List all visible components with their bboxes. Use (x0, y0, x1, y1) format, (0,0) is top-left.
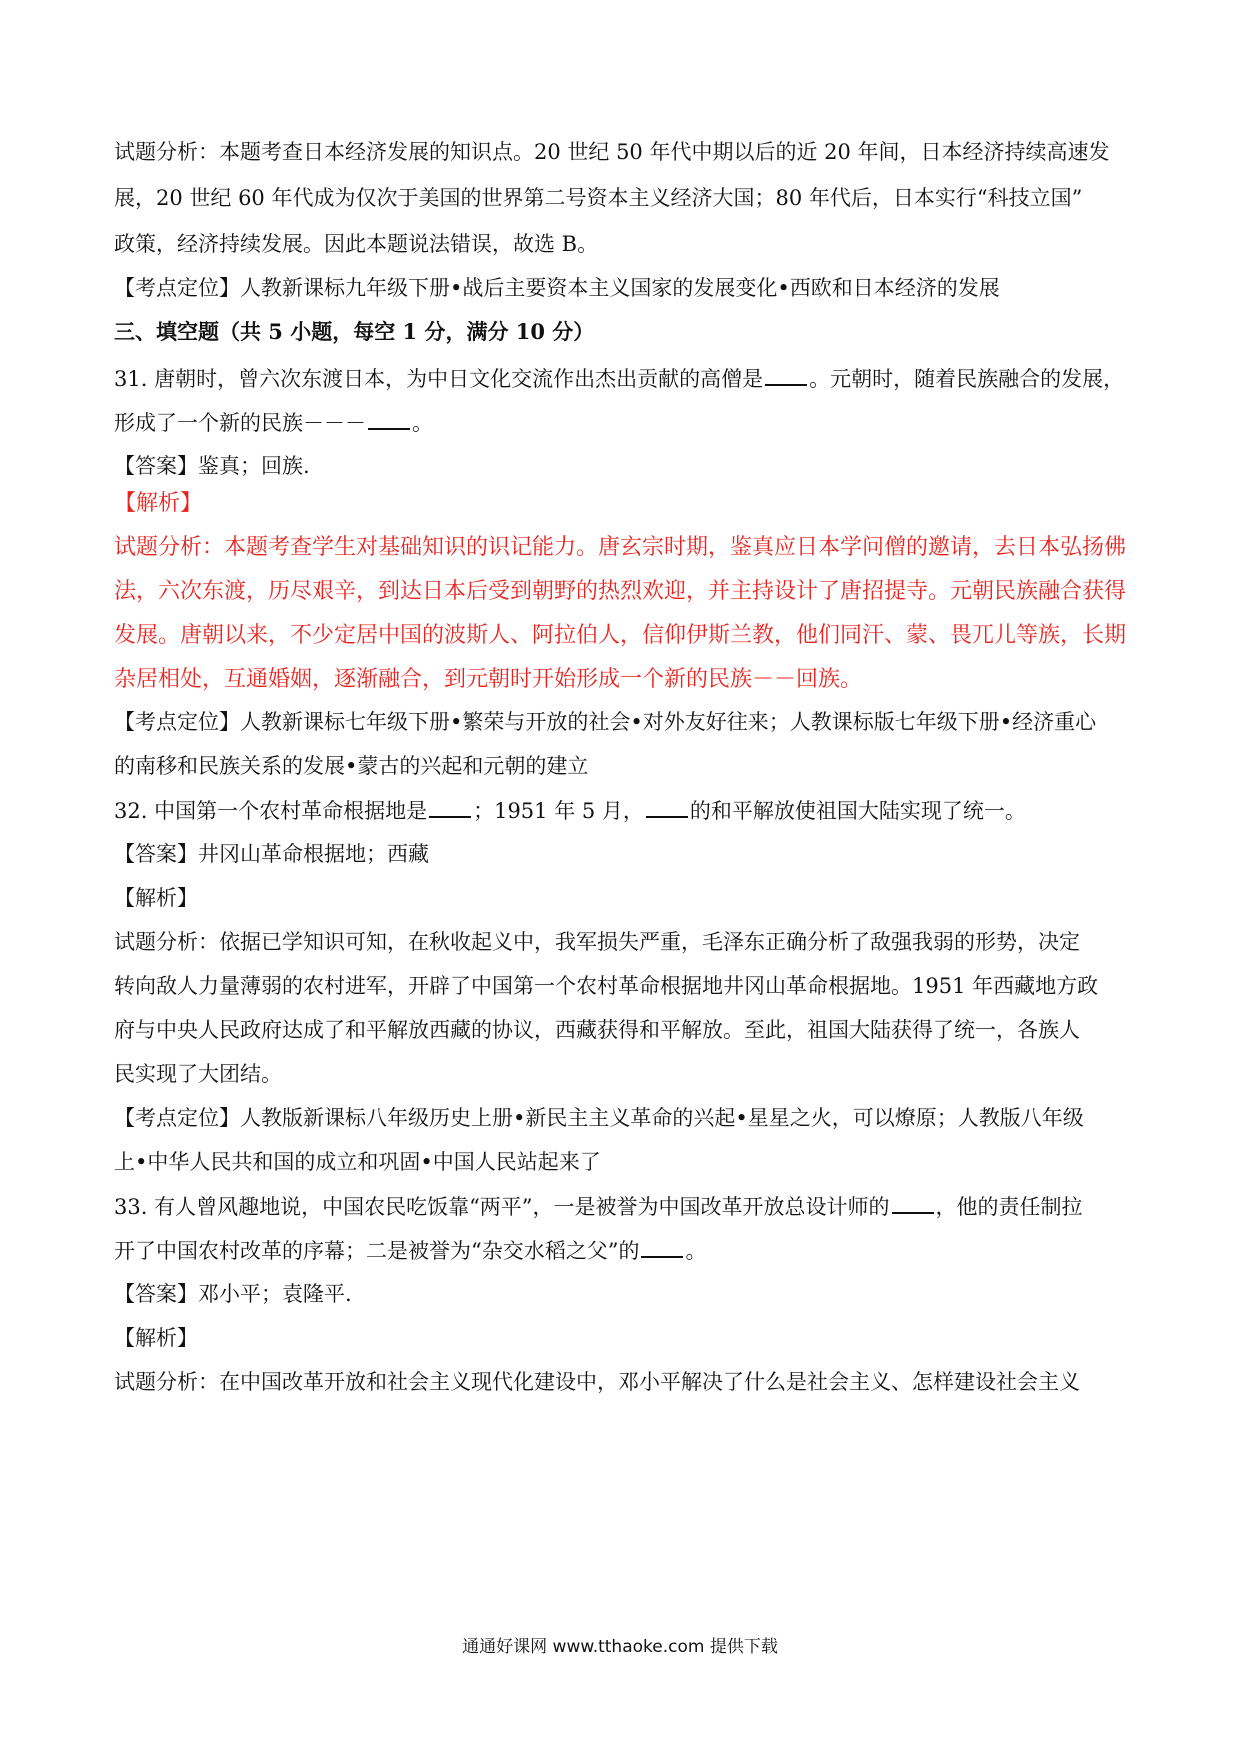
kaodian-line: 【考点定位】人教新课标七年级下册•繁荣与开放的社会•对外友好往来；人教课标版七年级下册•经济重心 (114, 710, 1097, 734)
analysis-line: 民实现了大团结。 (114, 1062, 282, 1086)
analysis-line: 试题分析：在中国改革开放和社会主义现代化建设中，邓小平解决了什么是社会主义、怎样建设社会主义 (114, 1370, 1080, 1394)
red-analysis-line: 发展。唐朝以来，不少定居中国的波斯人、阿拉伯人，信仰伊斯兰教，他们同汗、蒙、畏兀儿等族，长期 (114, 623, 1127, 648)
question-33-line-1 (114, 1194, 1083, 1219)
page-footer: 通通好课网 www.tthaoke.com 提供下载 (462, 1637, 778, 1657)
analysis-line: 试题分析：本题考查日本经济发展的知识点。20 世纪 50 年代中期以后的近 20 年间，日本经济持续高速发 (114, 140, 1110, 164)
question-text: 。 (412, 411, 433, 435)
question-33-line-2 (114, 1238, 706, 1263)
kaodian-line: 【考点定位】人教新课标九年级下册•战后主要资本主义国家的发展变化•西欧和日本经济的发展 (114, 276, 1000, 300)
answer-blank (641, 1238, 683, 1258)
question-31-line-1 (114, 366, 1124, 391)
answer-blank (368, 410, 410, 430)
question-text: 。 (685, 1239, 707, 1263)
question-text: ；1951 年 5 月， (473, 799, 644, 823)
question-text: 的和平解放使祖国大陆实现了统一。 (689, 799, 1026, 823)
question-text: 31. 唐朝时，曾六次东渡日本，为中日文化交流作出杰出贡献的高僧是 (114, 367, 764, 391)
red-analysis-line: 法，六次东渡，历尽艰辛，到达日本后受到朝野的热烈欢迎，并主持设计了唐招提寺。元朝民族融合获得 (114, 579, 1127, 604)
question-31-line-2 (114, 410, 433, 435)
analysis-heading: 【解析】 (114, 1326, 198, 1350)
answer-line: 【答案】井冈山革命根据地；西藏 (114, 842, 429, 866)
analysis-line: 展，20 世纪 60 年代成为仅次于美国的世界第二号资本主义经济大国；80 年代后，日本实行“科技立国” (114, 186, 1083, 210)
section-heading: 三、填空题（共 5 小题，每空 1 分，满分 10 分） (114, 319, 595, 344)
red-analysis-line: 杂居相处，互通婚姻，逐渐融合，到元朝时开始形成一个新的民族－－回族。 (114, 667, 863, 692)
answer-line: 【答案】鉴真；回族. (114, 454, 310, 478)
analysis-line: 转向敌人力量薄弱的农村进军，开辟了中国第一个农村革命根据地井冈山革命根据地。1951 年西藏地方政 (114, 974, 1099, 998)
analysis-heading: 【解析】 (114, 491, 203, 516)
analysis-line: 府与中央人民政府达成了和平解放西藏的协议，西藏获得和平解放。至此，祖国大陆获得了统一，各族人 (114, 1018, 1080, 1042)
kaodian-line: 【考点定位】人教版新课标八年级历史上册•新民主主义革命的兴起•星星之火，可以燎原；人教版八年级 (114, 1106, 1084, 1130)
answer-blank (765, 366, 807, 386)
red-analysis-line: 试题分析：本题考查学生对基础知识的识记能力。唐玄宗时期，鉴真应日本学问僧的邀请，去日本弘扬佛 (114, 535, 1127, 560)
question-text: 。元朝时，随着民族融合的发展， (809, 367, 1125, 391)
answer-blank (646, 798, 688, 818)
question-text: ，他的责任制拉 (935, 1195, 1083, 1219)
question-text: 形成了一个新的民族－－－ (114, 411, 366, 435)
kaodian-line: 的南移和民族关系的发展•蒙古的兴起和元朝的建立 (114, 754, 589, 778)
analysis-heading: 【解析】 (114, 886, 198, 910)
question-text: 33. 有人曾风趣地说，中国农民吃饭靠“两平”，一是被誉为中国改革开放总设计师的 (114, 1195, 890, 1219)
analysis-line: 试题分析：依据已学知识可知，在秋收起义中，我军损失严重，毛泽东正确分析了敌强我弱的形势，决定 (114, 930, 1080, 954)
kaodian-line: 上•中华人民共和国的成立和巩固•中国人民站起来了 (114, 1150, 601, 1174)
question-32-line (114, 798, 1026, 823)
answer-blank (429, 798, 471, 818)
question-text: 开了中国农村改革的序幕；二是被誉为“杂交水稻之父”的 (114, 1239, 640, 1263)
analysis-line: 政策，经济持续发展。因此本题说法错误，故选 B。 (114, 232, 599, 256)
answer-line: 【答案】邓小平；袁隆平. (114, 1282, 352, 1306)
answer-blank (892, 1194, 934, 1214)
question-text: 32. 中国第一个农村革命根据地是 (114, 799, 428, 823)
